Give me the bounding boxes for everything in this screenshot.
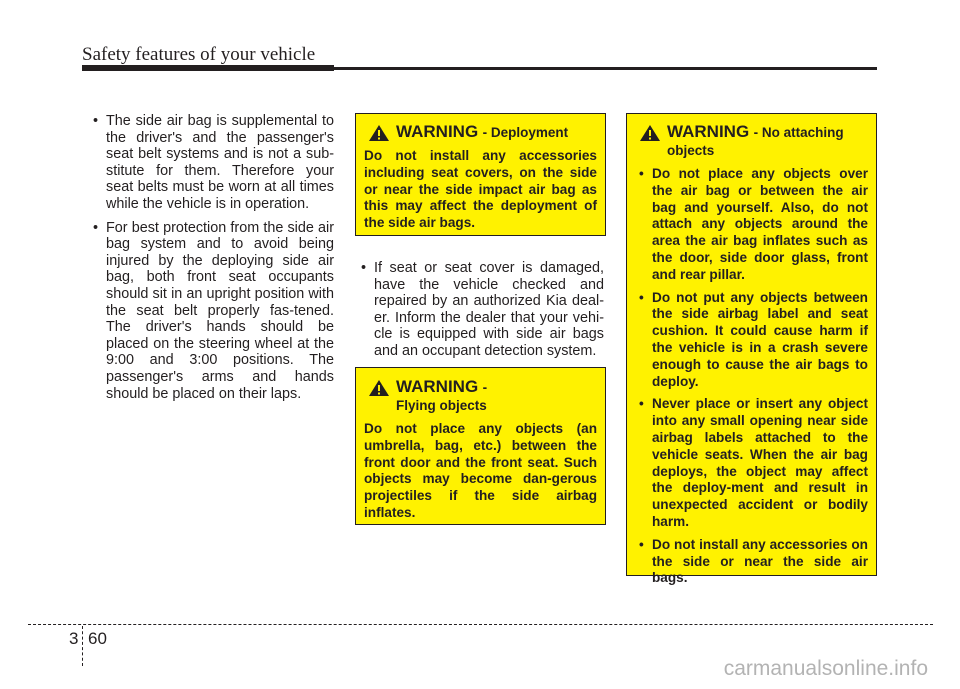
warning-body: Do not install any accessories including seat covers, on the side or near the side impact air bag as this may affect the deployment of the side air bags. (364, 148, 597, 231)
left-bullet: • For best protection from the side air bag system and to avoid being injured by the deploying side air bag, both front seat occupants should sit in an upright position with the seat belt properly fas-tened. The driver's hands should be placed on the steering wheel at the 9:00 and 3:00 positions. The passenger's arms and hands should be placed on their laps. (88, 220, 334, 403)
warning-bullet: • Never place or insert any object into any small opening near side airbag labels attached to the vehicle seats. When the air bag deploys, the object may affect the deploy-ment and result in unexpected accident or bodily harm. (635, 396, 868, 530)
warning-subtitle: - Flying objects (396, 380, 488, 413)
warning-body: Do not place any objects (an umbrella, bag, etc.) between the front door and the front seat. Such objects may become dan-gerous projectiles if the side airbag inflates. (364, 421, 597, 520)
warning-word: WARNING (396, 122, 479, 141)
left-column (88, 113, 334, 409)
warning-subtitle: - Deployment (482, 125, 569, 140)
warning-triangle-icon (639, 124, 661, 147)
warning-bullet: • Do not put any objects between the side airbag label and seat cushion. It could cause harm if the vehicle is in a crash severe enough to cause the air bags to deploy. (635, 290, 868, 391)
middle-column (356, 260, 604, 367)
warning-box-deployment (355, 113, 606, 236)
warning-body (635, 166, 868, 587)
warning-header (635, 123, 868, 160)
warning-bullet: • Do not place any objects over the air bag or between the air bag and yourself. Also, do not attach any objects around the area the air bag inflates such as the door, side door glass, front and rear pillar. (635, 166, 868, 284)
warning-word: WARNING (396, 377, 479, 396)
warning-box-flying-objects (355, 367, 606, 525)
warning-triangle-icon (368, 379, 390, 402)
middle-bullet: • If seat or seat cover is damaged, have the vehicle checked and repaired by an authorized Kia deal-er. Inform the dealer that your vehi-cle is equipped with side air bags and an occupant detection system. (356, 260, 604, 360)
header-title: Safety features of your vehicle (82, 44, 316, 65)
warning-header (364, 123, 597, 142)
footer-divider (82, 626, 83, 666)
header-rule-accent (82, 65, 334, 71)
warning-bullet: • Do not install any accessories on the side or near the side air bags. (635, 537, 868, 587)
page-number: 60 (88, 629, 107, 648)
warning-header (364, 378, 597, 415)
warning-subtitle: - No attaching objects (667, 125, 844, 158)
left-bullet: • The side air bag is supplemental to the driver's and the passenger's seat belt systems and is not a sub-stitute for them. Therefore your seat belts must be worn at all times while the vehicle is in operation. (88, 113, 334, 213)
warning-triangle-icon (368, 124, 390, 147)
footer-rule (28, 624, 933, 625)
watermark: carmanualsonline.info (723, 657, 928, 680)
warning-box-no-attaching-objects (626, 113, 877, 586)
warning-word: WARNING (667, 122, 750, 141)
chapter-number: 3 (69, 629, 79, 648)
